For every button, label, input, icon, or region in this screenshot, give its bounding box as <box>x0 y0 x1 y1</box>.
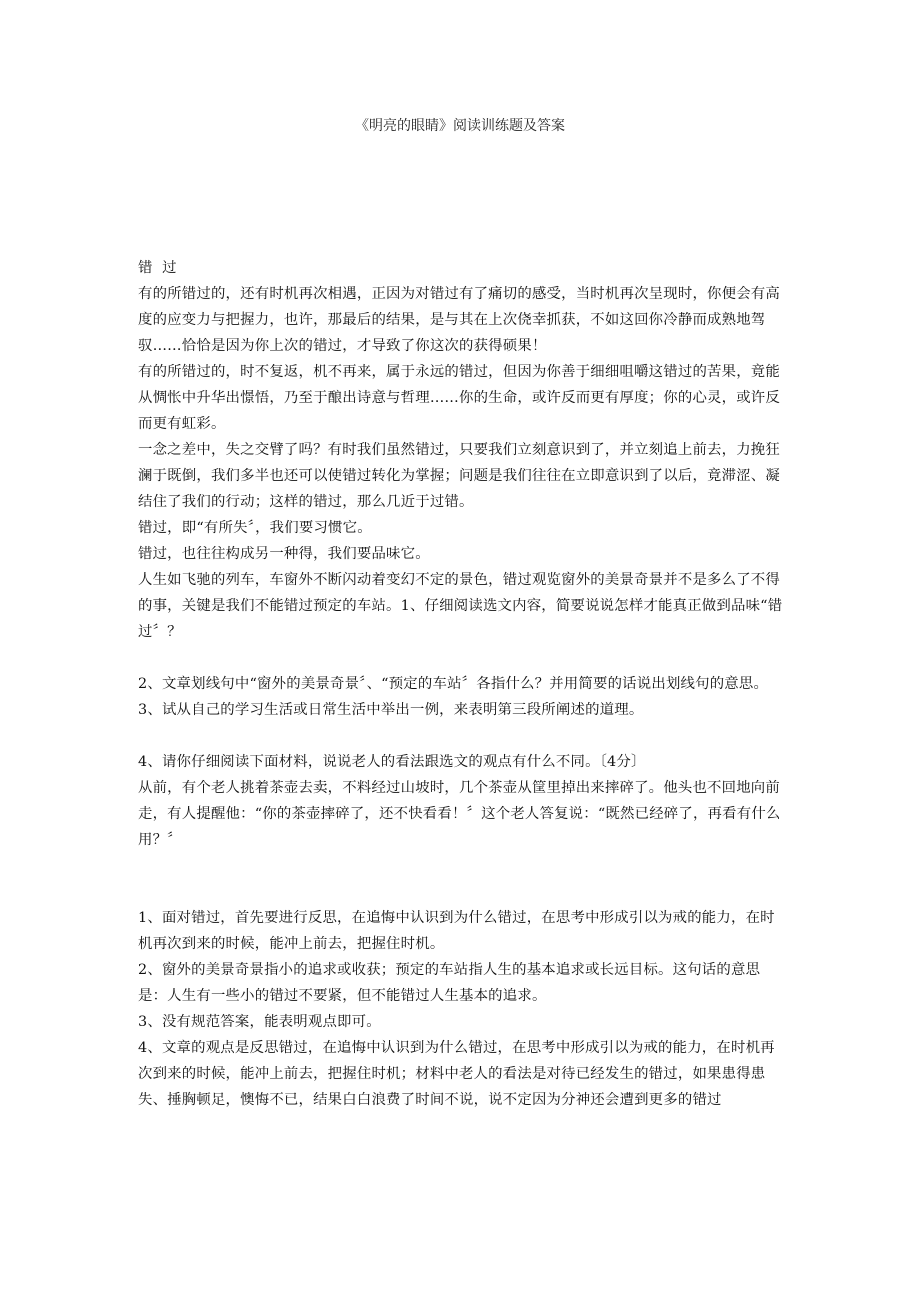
answer-3: 3、没有规范答案，能表明观点即可。 <box>138 1014 381 1030</box>
answer-1: 1、面对错过，首先要进行反思，在追悔中认识到为什么错过，在思考中形成引以为戒的能力，在时机再次到来的时候，能冲上前去，把握住时机。 <box>138 910 775 952</box>
article-heading: 错 过 <box>138 260 177 276</box>
page-title: 《明亮的眼睛》阅读训练题及答案 <box>355 118 565 134</box>
paragraph: 有的所错过的，时不复返，机不再来，属于永远的错过，但因为你善于细细咀嚼这错过的苦果，竟能从惆怅中升华出憬悟，乃至于酿出诗意与哲理……你的生命，或许反而更有厚度；你的心灵，或许反而更有虹彩。 <box>138 364 780 432</box>
question-4-material: 从前，有个老人挑着茶壶去卖，不料经过山坡时，几个茶壶从筐里掉出来摔碎了。他头也不回地向前走，有人提醒他：“你的茶壶摔碎了，还不快看看！〞这个老人答复说：“既然已经碎了，再看有什么用？〞 <box>138 780 781 848</box>
paragraph: 有的所错过的，还有时机再次相遇，正因为对错过有了痛切的感受，当时机再次呈现时，你便会有高度的应变力与把握力，也许，那最后的结果，是与其在上次侥幸抓获，不如这回你冷静而成熟地驾驭……恰恰是因为你上次的错过，才导致了你这次的获得硕果！ <box>138 286 780 354</box>
answer-2: 2、窗外的美景奇景指小的追求或收获；预定的车站指人生的基本追求或长远目标。这句话的意思是：人生有一些小的错过不要紧，但不能错过人生基本的追求。 <box>138 962 761 1004</box>
question-4: 4、请你仔细阅读下面材料，说说老人的看法跟选文的观点有什么不同。〔4分〕 <box>138 754 646 770</box>
paragraph: 一念之差中，失之交臂了吗？有时我们虽然错过，只要我们立刻意识到了，并立刻追上前去，力挽狂澜于既倒，我们多半也还可以使错过转化为掌握；问题是我们往往在立即意识到了以后，竟滞涩、凝结住了我们的行动；这样的错过，那么几近于过错。 <box>138 442 780 510</box>
spacer <box>138 723 786 749</box>
paragraph: 错过，即“有所失〞，我们要习惯它。 <box>138 520 372 536</box>
spacer <box>138 853 786 905</box>
question-2: 2、文章划线句中“窗外的美景奇景〞、“预定的车站〞各指什么？并用简要的话说出划线句的意思。 <box>138 676 769 692</box>
spacer <box>138 645 786 671</box>
article-body <box>138 255 786 1113</box>
paragraph: 人生如飞驰的列车，车窗外不断闪动着变幻不定的景色，错过观览窗外的美景奇景并不是多么了不得的事，关键是我们不能错过预定的车站。1、仔细阅读选文内容，简要说说怎样才能真正做到品味“错过〞？ <box>138 572 783 640</box>
paragraph: 错过，也往往构成另一种得，我们要品味它。 <box>138 546 430 562</box>
question-3: 3、试从自己的学习生活或日常生活中举出一例，来表明第三段所阐述的道理。 <box>138 702 644 718</box>
answer-4: 4、文章的观点是反思错过，在追悔中认识到为什么错过，在思考中形成引以为戒的能力，在时机再次到来的时候，能冲上前去，把握住时机；材料中老人的看法是对待已经发生的错过，如果患得患失、捶胸顿足，懊悔不已，结果白白浪费了时间不说，说不定因为分神还会遭到更多的错过 <box>138 1040 775 1108</box>
